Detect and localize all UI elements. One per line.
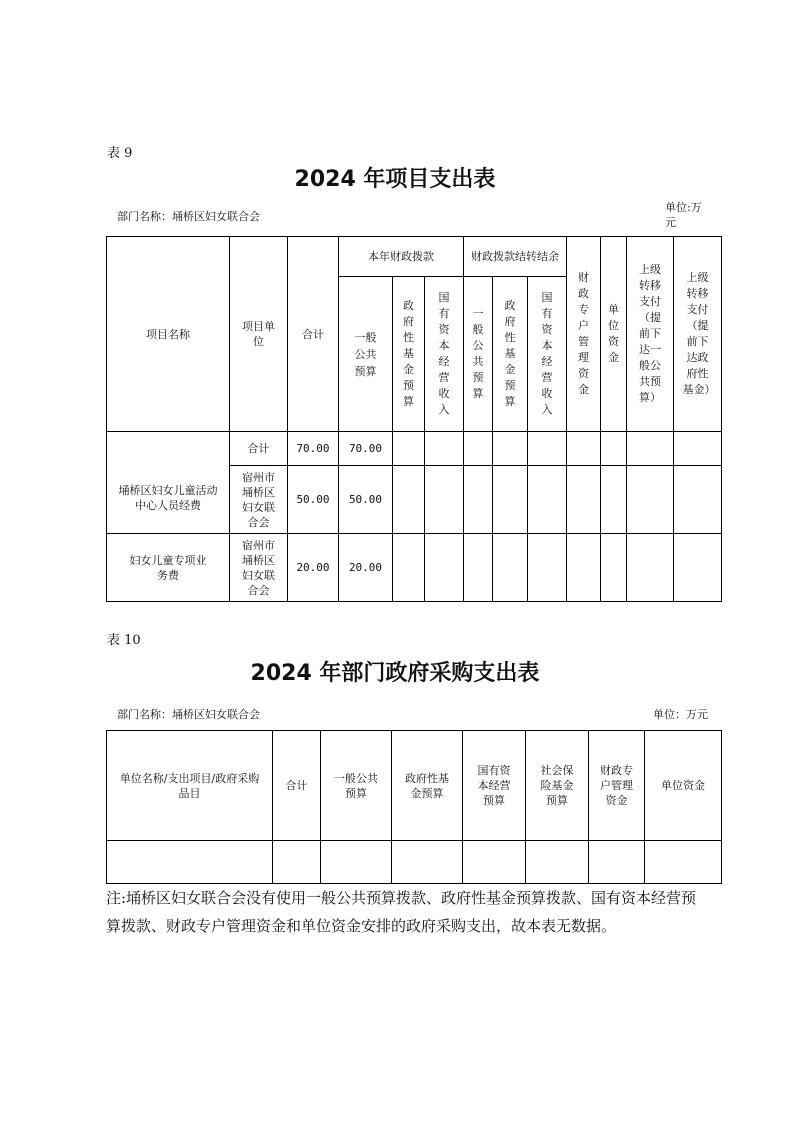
- table10-note: 注:埇桥区妇女联合会没有使用一般公共预算拨款、政府性基金预算拨款、国有资本经营预算拨款、财政专户管理资金和单位资金安排的政府采购支出，故本表无数据。: [106, 889, 697, 935]
- table10-label: 表 10: [107, 633, 141, 648]
- table-row: [107, 432, 722, 466]
- th-total: 合计: [273, 731, 321, 841]
- th-unit-funds: 单位资金: [645, 731, 722, 841]
- th-gov-fund: 政府性基金预算: [392, 731, 463, 841]
- th-current-year: 本年财政拨款: [339, 237, 464, 277]
- th-transfer-general: 上级转移支付（提前下达一般公共预算）: [627, 237, 674, 432]
- th-name: 单位名称/支出项目/政府采购品目: [107, 731, 273, 841]
- table10-title: 2024 年部门政府采购支出表: [250, 661, 540, 686]
- th-state-capital: 国有资本经营收入: [425, 277, 464, 432]
- th-state-capital: 国有资本经营预算: [463, 731, 526, 841]
- row-general: 70.00: [339, 432, 393, 466]
- table-row: [107, 534, 722, 602]
- th-fiscal-special: 财政专户管理资金: [567, 237, 601, 432]
- th-co-general: 一般公共预算: [464, 277, 493, 432]
- th-general: 一般公共预算: [321, 731, 392, 841]
- th-gov-fund: 政府性基金预算: [393, 277, 425, 432]
- th-transfer-fund: 上级转移支付（提前下达政府性基金）: [674, 237, 722, 432]
- th-co-gov-fund: 政府性基金预算: [493, 277, 528, 432]
- row-unit: 宿州市埇桥区妇女联合会: [230, 534, 288, 602]
- table10-dept: 部门名称：埇桥区妇女联合会: [117, 708, 260, 721]
- th-co-state-capital: 国有资本经营收入: [528, 277, 567, 432]
- table10-unit: 单位：万元: [653, 708, 708, 721]
- row-project-name: 妇女儿童专项业务费: [107, 534, 230, 602]
- th-project-name: 项目名称: [107, 237, 230, 432]
- row-total: 50.00: [288, 466, 339, 534]
- table9-dept: 部门名称：埇桥区妇女联合会: [117, 210, 260, 223]
- th-project-unit: 项目单位: [230, 237, 288, 432]
- row-total: 70.00: [288, 432, 339, 466]
- th-carryover: 财政拨款结转结余: [464, 237, 567, 277]
- table9-label: 表 9: [107, 146, 133, 161]
- row-total: 20.00: [288, 534, 339, 602]
- th-general-budget: 一般公共预算: [339, 277, 393, 432]
- project-expenditure-table: [106, 236, 722, 602]
- row-general: 50.00: [339, 466, 393, 534]
- table9-title: 2024 年项目支出表: [294, 167, 496, 192]
- th-fiscal-special: 财政专户管理资金: [589, 731, 645, 841]
- th-total: 合计: [288, 237, 339, 432]
- row-general: 20.00: [339, 534, 393, 602]
- table-row: [107, 841, 722, 884]
- row-unit: 宿州市埇桥区妇女联合会: [230, 466, 288, 534]
- th-unit-funds: 单位资金: [601, 237, 627, 432]
- procurement-table: [106, 730, 722, 884]
- table9-unit: 单位:万元: [665, 201, 702, 229]
- row-project-name: 埇桥区妇女儿童活动中心人员经费: [107, 432, 230, 534]
- row-unit: 合计: [230, 432, 288, 466]
- th-social-insurance: 社会保险基金预算: [526, 731, 589, 841]
